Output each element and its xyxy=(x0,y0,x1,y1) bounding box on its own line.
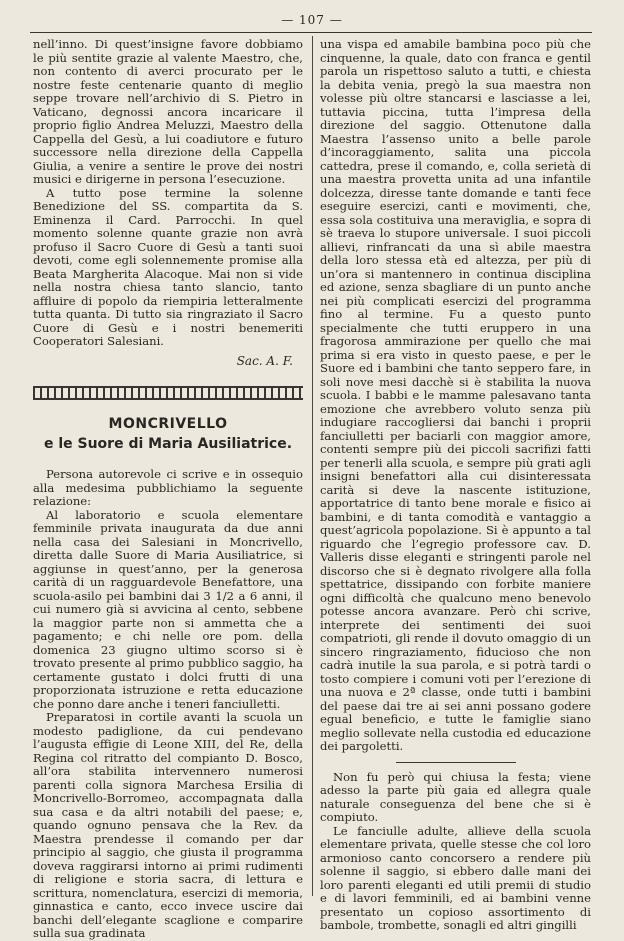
paragraph: una vispa ed amabile bambina poco più che cinquenne, la quale, dato con franca e gentil parola un rispettoso saluto a tutti, e chiesta la debita venia, pregò la sua maestra non volesse più oltre stancarsi e lasciasse a lei, tuttavia piccina, tutta l’impresa della direzione del saggio. Ottenutone dalla Maestra l’assenso unito a belle parole d’incoraggiamento, salita una piccola cattedra, prese il comando, e, colla serietà di una maestra provetta unita ad una infantile dolcezza, diresse tante domande e tanti fece eseguire esercizi, canti e movimenti, che, essa sola costituiva una meraviglia, e sopra di sè traeva lo stupore universale. I suoi piccoli allievi, rinfrancati da una sì abile maestra della loro stessa età ed altezza, per più di un’ora si mantennero in continua disciplina ed azione, senza sbagliare di un punto anche nei più complicati esercizi del programma fino al termine. Fu a questo punto specialmente che tutti eruppero in una fragorosa ammirazione per quello che mai prima si era visto in questo paese, e per le Suore ed i bambini che tanto seppero fare, in soli nove mesi dacchè si è stabilita la nuova scuola. I babbi e le mamme palesavano tanta emozione che avrebbero voluto senza più indugiare raccogliersi dai banchi i proprii fanciulletti per baciarli con maggior amore, contenti sempre più dei piccoli sacrifizi fatti per tenerli alla scuola, e sempre più grati agli insigni benefattori alla cui disinteressata carità si deve la nascente istituzione, apportatrice di tanto bene morale e fisico ai bambini, e di tanta comodità e vantaggio a quest’agricola popolazione. Si è appunto a tal riguardo che l’egregio professore cav. D. Valleris disse eleganti e stringenti parole nel discorso che si è degnato rivolgere alla folla spettatrice, dissipando con forbite maniere ogni difficoltà che qualcuno meno benevolo potesse ancora avanzare. Però chi scrive, interprete dei sentimenti dei suoi compatrioti, gli rende il dovuto omaggio di un sincero ringraziamento, fiducioso che non cadrà inutile la sua parola, e si potrà tardi o tosto compiere i comuni voti per l’erezione di una nuova e 2ª classe, onde tutti i bambini del paese dai tre ai sei anni possano godere egual beneficio, e tutte le famiglie siano meglio sollevate nella custodia ed educazione dei pargoletti. xyxy=(320,37,591,753)
paragraph: Non fu però qui chiusa la festa; viene adesso la parte più gaia ed allegra quale naturale conseguenza del bene che si è compiuto. xyxy=(320,769,591,824)
paragraph: Le fanciulle adulte, allieve della scuola elementare privata, quelle stesse che col loro armonioso canto concorsero a rendere più solenne il saggio, si ebbero dalle mani dei loro parenti eleganti ed utili premii di studio e di lavori femminili, ed ai bambini venne presentato un copioso assortimento di bambole, trombette, sonagli ed altri gingilli xyxy=(320,823,591,932)
article-title: MONCRIVELLO xyxy=(108,416,228,432)
paragraph: Al laboratorio e scuola elementare femminile privata inaugurata da due anni nella casa dei Salesiani in Moncrivello, diretta dalle Suore di Maria Ausiliatrice, si aggiunse in quest’anno, per la generosa carità di un ragguardevole Benefattore, una scuola-asilo pei bambini dai 3 1/2 a 6 anni, il cui numero già si avvicina al cento, sebbene la maggior parte non si ammetta che a pagamento; e chi nelle ore pom. della domenica 23 giugno ultimo scorso si è trovato presente al primo pubblico saggio, ha certamente gustato i dolci frutti di una proporzionata istruzione e retta educazione che ponno dare anche i teneri fanciulletti. xyxy=(33,507,303,711)
header-rule xyxy=(30,32,592,33)
paragraph: Preparatosi in cortile avanti la scuola un modesto padiglione, da cui pendevano l’augusta effigie di Leone XIII, del Re, della Regina col ritratto del compianto D. Bosco, all’ora stabilita intervennero numerosi parenti colla signora Marchesa Ersilia di Moncrivello-Borromeo, accompagnata dalla sua casa e da altri notabili del paese; e, quando ognuno pensava che la Rev. da Maestra prendesse il comando per dar principio al saggio, che giusta il programma doveva raggirarsi intorno ai primi rudimenti di religione e storia sacra, di lettura e scrittura, nomenclatura, esercizi di memoria, ginnastica e canto, ecco invece uscire dai banchi dell’elegante scaglione e comparire sulla sua gradinata xyxy=(33,710,303,940)
paragraph: A tutto pose termine la solenne Benedizione del SS. compartita da S. Eminenza il Card. Parrocchi. In quel momento solenne quante grazie non avrà profuso il Sacro Cuore di Gesù a tanti suoi devoti, come egli solennemente promise alla Beata Margherita Alacoque. Mai non si vide nella nostra chiesa tanto slancio, tanto affluire di popolo da riempiria letteralmente tutta quanta. Di tutto sia ringraziato il Sacro Cuore di Gesù e i nostri benemeriti Cooperatori Salesiani. xyxy=(33,185,303,348)
section-ornament xyxy=(33,386,303,400)
paragraph: nell’inno. Di quest’insigne favore dobbiamo le più sentite grazie al valente Maestro, che, non contento di averci procurato per le nostre feste centenarie quanto di meglio seppe trovare nell’archivio di S. Pietro in Vaticano, degnossi ancora incaricare il proprio figlio Andrea Meluzzi, Maestro della Cappella del Gesù, a lui coadiutore e futuro successore nella direzione della Cappella Giulia, a venire a sentire le prove dei nostri musici e dirigerne in persona l’esecuzione. xyxy=(33,37,303,186)
column-divider xyxy=(312,36,313,896)
section-rule xyxy=(396,762,516,763)
paragraph: Persona autorevole ci scrive e in ossequio alla medesima pubblichiamo la seguente relazione: xyxy=(33,467,303,508)
article-subtitle: e le Suore di Maria Ausiliatrice. xyxy=(43,436,293,452)
page-number: — 107 — xyxy=(281,13,343,27)
article-signature: Sac. A. F. xyxy=(236,353,293,368)
right-column xyxy=(320,38,591,933)
left-column xyxy=(33,38,303,941)
